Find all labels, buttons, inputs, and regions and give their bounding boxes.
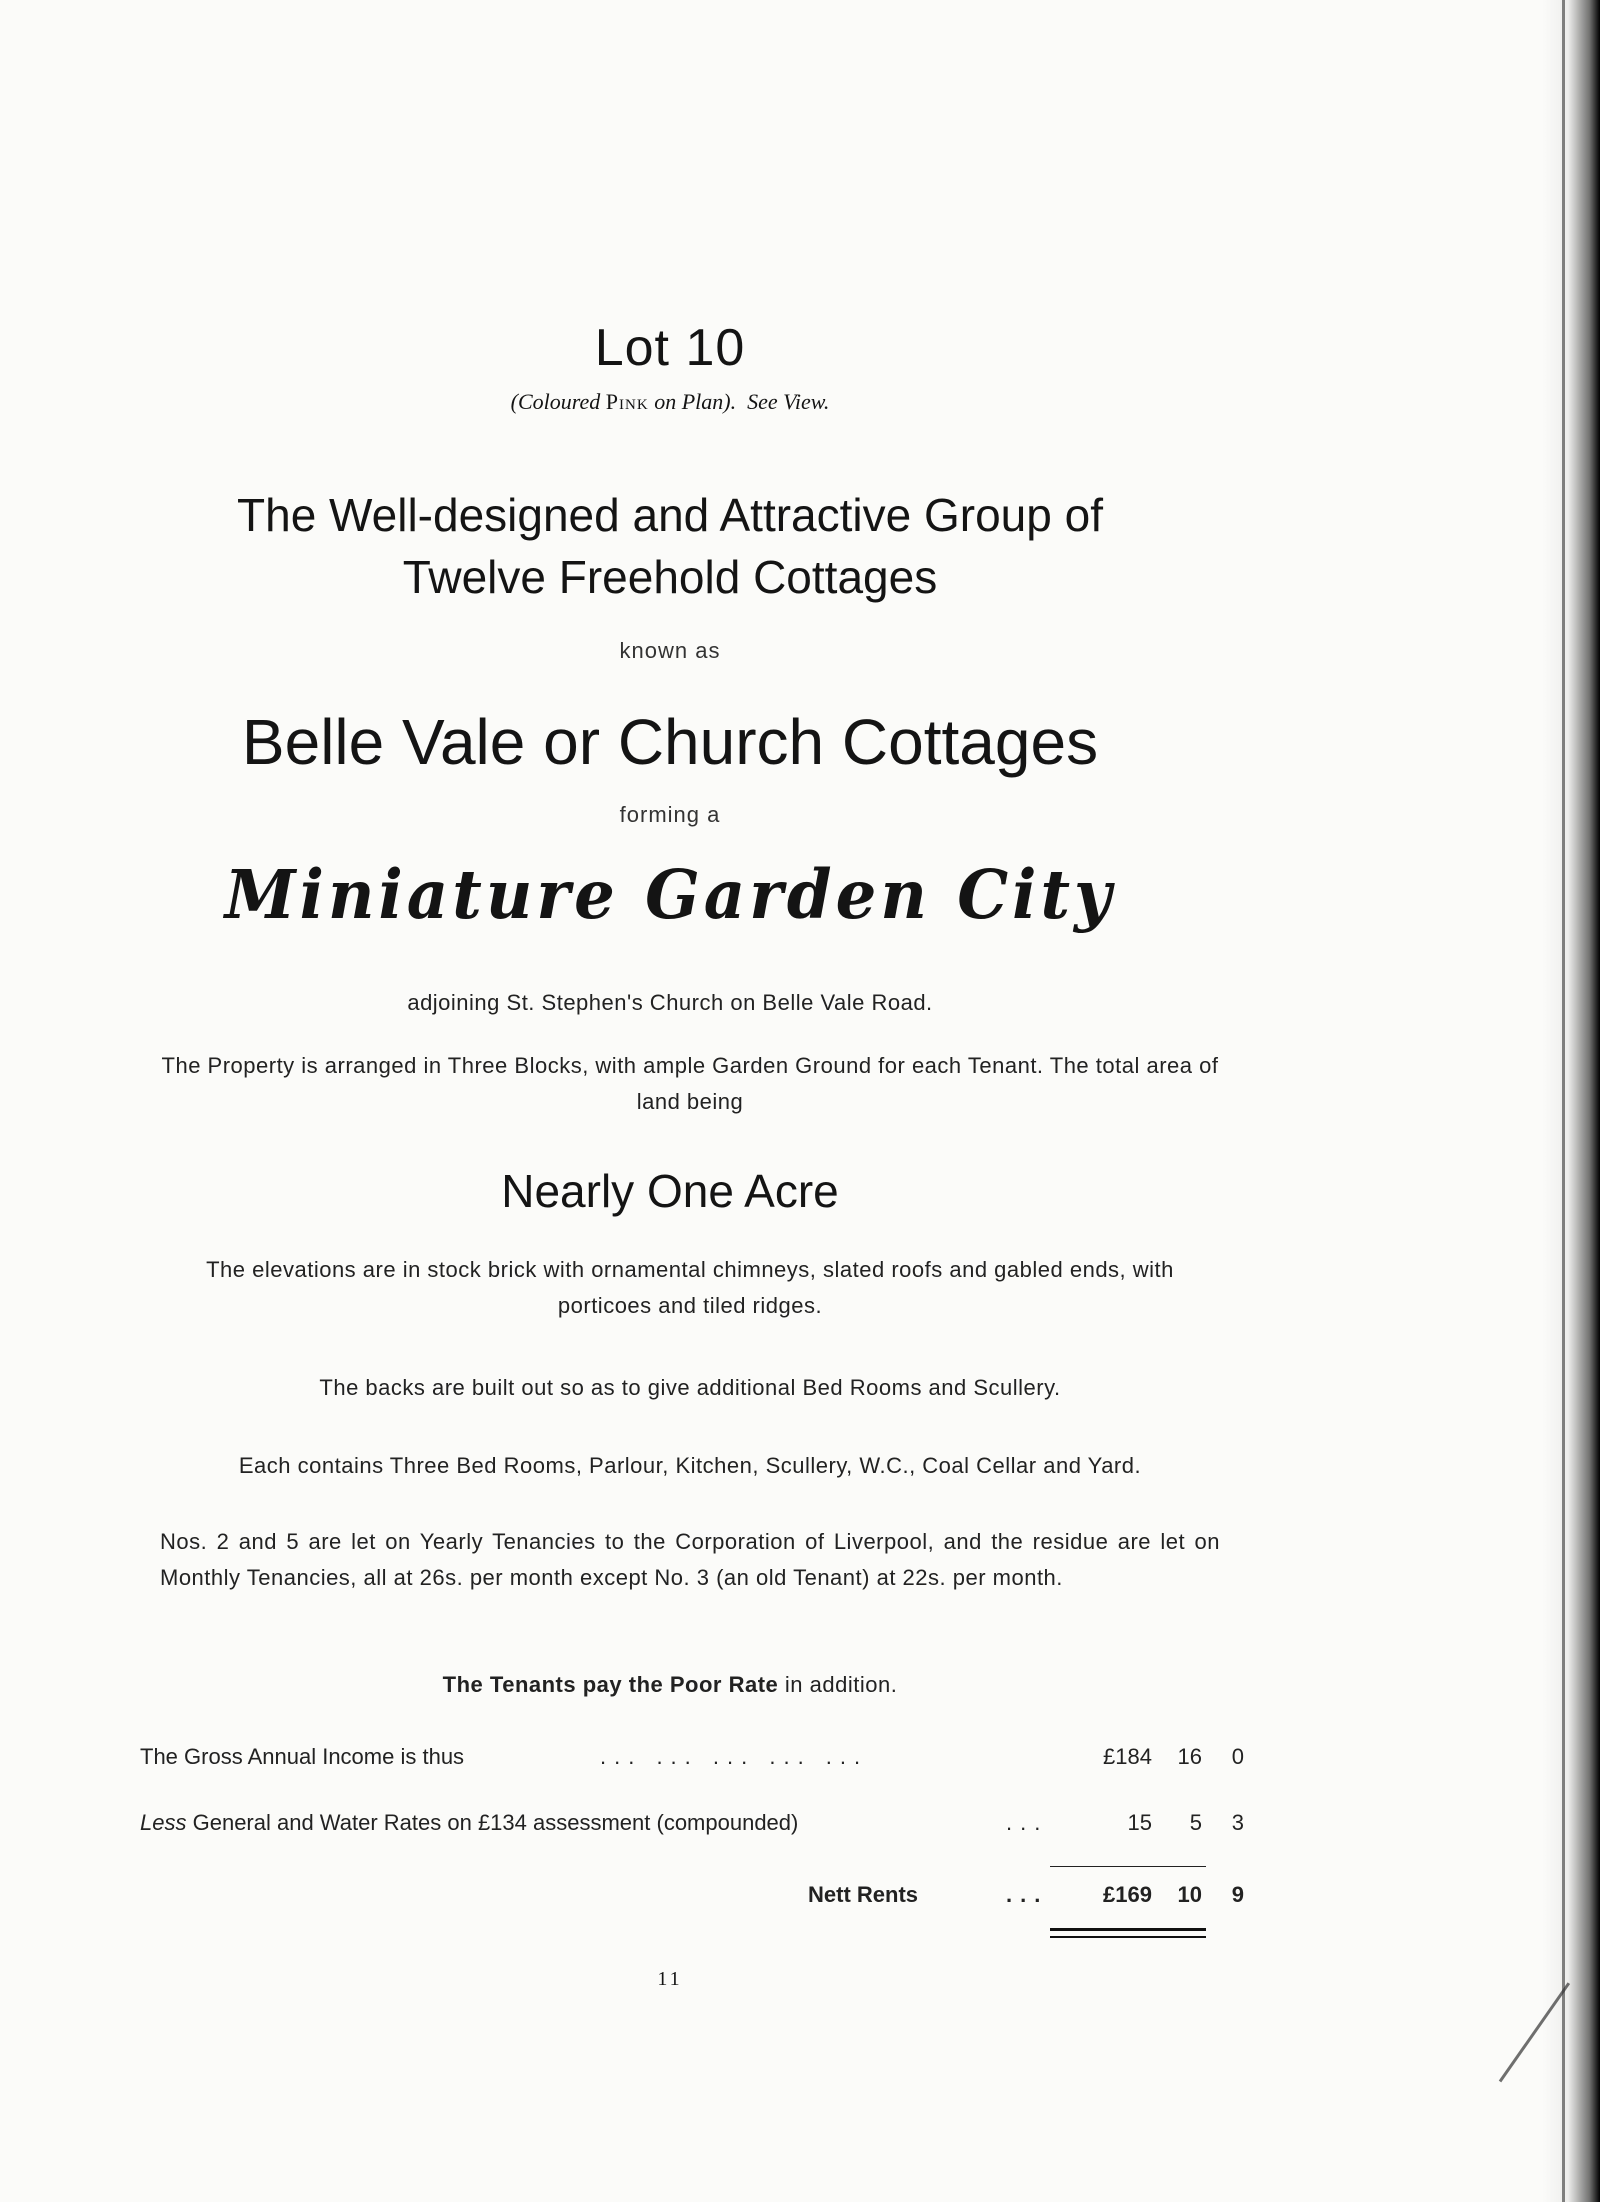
forming-a-text: forming a	[619, 802, 721, 827]
headline-line-1: The Well-designed and Attractive Group of	[237, 489, 1103, 541]
arrangement-paragraph: The Property is arranged in Three Blocks, with ample Garden Ground for each Tenant. The total area of land being	[161, 1053, 1219, 1114]
backs-paragraph: The backs are built out so as to give additional Bed Rooms and Scullery.	[319, 1375, 1061, 1400]
total-double-rule-bottom	[1050, 1936, 1206, 1938]
less-italic: Less	[140, 1810, 187, 1835]
nett-rents-leader: ...	[1006, 1882, 1049, 1907]
subtitle-coloured: Coloured	[517, 389, 601, 414]
scan-page-edge	[1542, 0, 1600, 2202]
gross-income-pounds: £184	[1103, 1744, 1152, 1769]
property-name: Belle Vale or Church Cottages	[241, 706, 1099, 778]
less-rates-text: General and Water Rates on £134 assessment (compounded)	[192, 1810, 799, 1835]
lot-subtitle	[0, 389, 1340, 415]
total-double-rule-top	[1050, 1928, 1206, 1931]
subtotal-rule	[1050, 1866, 1206, 1867]
less-rates-pounds: 15	[1127, 1810, 1152, 1835]
lot-title: Lot 10	[594, 319, 746, 377]
page-number: 11	[657, 1968, 683, 1990]
less-rates-shillings: 5	[1189, 1810, 1202, 1835]
garden-city-title: Miniature Garden City	[224, 856, 1116, 935]
subtitle-see-view: See View.	[747, 389, 830, 414]
less-rates-pence: 3	[1231, 1810, 1244, 1835]
gross-income-pence: 0	[1231, 1744, 1244, 1769]
gross-income-row	[140, 1744, 1244, 1784]
poor-rate-rest: in addition.	[784, 1672, 898, 1697]
less-rates-leader: ...	[1006, 1810, 1049, 1835]
nett-rents-shillings: 10	[1177, 1882, 1202, 1907]
gross-income-label: The Gross Annual Income is thus	[140, 1744, 465, 1769]
land-area: Nearly One Acre	[501, 1165, 839, 1217]
known-as-text: known as	[619, 638, 721, 663]
subtitle-on-plan: on Plan).	[654, 389, 737, 414]
poor-rate-note	[0, 1672, 1340, 1698]
subtitle-open-paren: (	[510, 389, 518, 414]
less-rates-row	[140, 1810, 1244, 1850]
tenancies-paragraph: Nos. 2 and 5 are let on Yearly Tenancies to the Corporation of Liverpool, and the residue are let on Monthly Tenancies, all at 26s. per month except No. 3 (an old Tenant) at 22s. per month.	[160, 1529, 1220, 1590]
contents-paragraph: Each contains Three Bed Rooms, Parlour, Kitchen, Scullery, W.C., Coal Cellar and Yard.	[238, 1453, 1142, 1478]
gross-income-shillings: 16	[1177, 1744, 1202, 1769]
elevations-paragraph: The elevations are in stock brick with ornamental chimneys, slated roofs and gabled ends, with porticoes and tiled ridges.	[206, 1257, 1174, 1318]
less-rates-label	[140, 1810, 798, 1836]
nett-rents-pounds: £169	[1103, 1882, 1152, 1907]
nett-rents-pence: 9	[1231, 1882, 1244, 1907]
gross-income-leader: ... ... ... ... ...	[600, 1744, 869, 1769]
adjoining-text: adjoining St. Stephen's Church on Belle Vale Road.	[407, 990, 933, 1015]
scan-binding-line	[1562, 0, 1565, 2202]
nett-rents-label: Nett Rents	[808, 1882, 919, 1907]
headline-line-2: Twelve Freehold Cottages	[402, 551, 938, 603]
nett-rents-row	[140, 1882, 1244, 1922]
poor-rate-bold: The Tenants pay the Poor Rate	[442, 1672, 779, 1697]
subtitle-pink: Pink	[605, 389, 649, 414]
